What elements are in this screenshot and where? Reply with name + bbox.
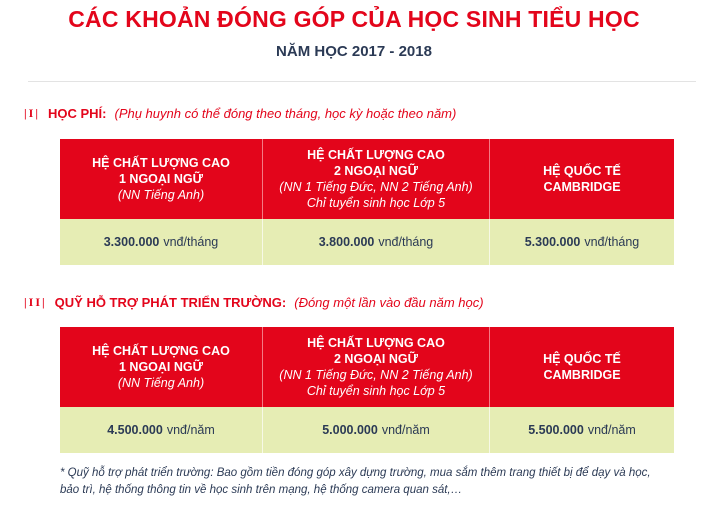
fee-value: 5.500.000 vnđ/năm bbox=[490, 407, 674, 453]
footnote: * Quỹ hỗ trợ phát triển trường: Bao gồm tiền đóng góp xây dựng trường, mua sắm thêm trang thiết bị để dạy và học, bảo trì, hệ thống thông tin về học sinh trên mạng, hệ thống camera quan sát,… bbox=[60, 467, 651, 496]
column-header: HỆ CHẤT LƯỢNG CAO 2 NGOẠI NGỮ (NN 1 Tiếng Đức, NN 2 Tiếng Anh) Chỉ tuyển sinh học Lớp 5 bbox=[262, 327, 490, 407]
section-tuition-label bbox=[24, 104, 456, 122]
fee-value: 4.500.000 vnđ/năm bbox=[60, 407, 262, 453]
tuition-table bbox=[60, 139, 674, 265]
section-heading: QUỸ HỖ TRỢ PHÁT TRIỂN TRƯỜNG: bbox=[54, 294, 287, 310]
school-year: NĂM HỌC 2017 - 2018 bbox=[276, 43, 432, 60]
fee-value: 3.300.000 vnđ/tháng bbox=[60, 219, 262, 265]
section-heading: HỌC PHÍ: bbox=[47, 105, 107, 121]
column-header: HỆ CHẤT LƯỢNG CAO 1 NGOẠI NGỮ (NN Tiếng Anh) bbox=[60, 327, 262, 407]
divider bbox=[28, 81, 696, 82]
section-numeral: |I| bbox=[24, 105, 40, 120]
column-header: HỆ CHẤT LƯỢNG CAO 2 NGOẠI NGỮ (NN 1 Tiếng Đức, NN 2 Tiếng Anh) Chỉ tuyển sinh học Lớp 5 bbox=[262, 139, 490, 219]
section-numeral: |II| bbox=[24, 294, 47, 309]
page-title: CÁC KHOẢN ĐÓNG GÓP CỦA HỌC SINH TIỂU HỌC bbox=[68, 6, 640, 32]
section-development-fund-label bbox=[24, 293, 484, 311]
column-header: HỆ CHẤT LƯỢNG CAO 1 NGOẠI NGỮ (NN Tiếng Anh) bbox=[60, 139, 262, 219]
development-fund-table bbox=[60, 327, 674, 453]
column-header: HỆ QUỐC TẾ CAMBRIDGE bbox=[490, 327, 674, 407]
column-header: HỆ QUỐC TẾ CAMBRIDGE bbox=[490, 139, 674, 219]
section-note: (Phụ huynh có thể đóng theo tháng, học kỳ hoặc theo năm) bbox=[114, 105, 457, 121]
section-note: (Đóng một lần vào đầu năm học) bbox=[294, 294, 484, 310]
fee-value: 5.300.000 vnđ/tháng bbox=[490, 219, 674, 265]
fee-value: 5.000.000 vnđ/năm bbox=[262, 407, 490, 453]
fee-value: 3.800.000 vnđ/tháng bbox=[262, 219, 490, 265]
